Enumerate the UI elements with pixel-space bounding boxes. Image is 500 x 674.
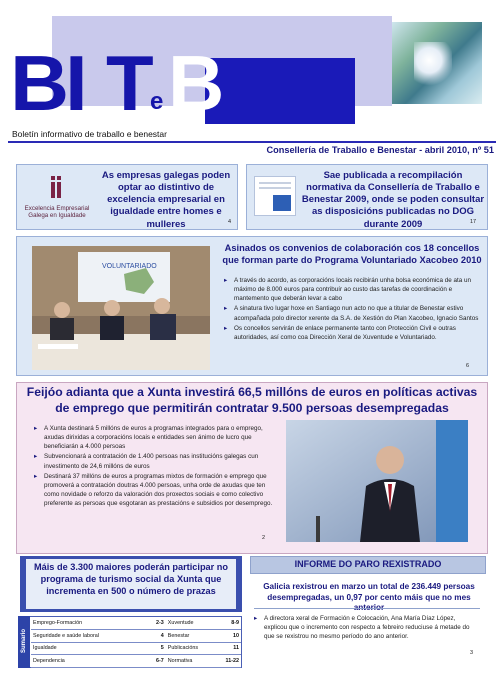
publication-cover-thumbnail <box>254 176 296 216</box>
unemployment-lead[interactable]: Galicia rexistrou en marzo un total de 236.449 persoas desempregadas, un 0,97 por cento máis que no mes <box>263 582 475 602</box>
logo-bi: BI <box>10 39 84 127</box>
volunteering-headline[interactable]: Asinados os convenios de colaboración cos 18 concellos que forman parte do Programa Voluntariado Xacobeo 2010 <box>222 243 482 266</box>
banner-text: VOLUNTARIADO <box>102 263 157 270</box>
toc-page: 8-9 <box>223 617 241 630</box>
toc-page: 2-3 <box>148 617 166 630</box>
logo-t: T <box>106 39 154 127</box>
equality-seal-text: Excelencia Empresarial Galega en Igualdade <box>24 205 90 220</box>
toc-label: Sumario <box>21 629 27 654</box>
table-row[interactable] <box>31 655 241 668</box>
regulations-headline[interactable]: Sae publicada a recompilación normativa da Consellería de Traballo e Benestar 2009, onde se poden consultar as disposicións publicadas no DOG durante 2009 <box>301 170 485 230</box>
equality-headline[interactable]: As empresas galegas poden optar ao distintivo de excelencia empresarial en igualdade entre homes e mulleres <box>101 170 231 230</box>
toc-section[interactable]: Publicacións <box>166 642 223 655</box>
unemployment-report-title[interactable]: INFORME DO PARO REXISTRADO <box>294 559 442 569</box>
employment-bullets <box>34 424 278 509</box>
list-item: ▸ Subvencionará a contratación de 1.400 persoas nas institucións galegas cun investimento de 24,6 millóns de euros <box>34 452 278 470</box>
table-row[interactable] <box>31 630 241 643</box>
toc-section[interactable]: Seguridade e saúde laboral <box>31 630 148 643</box>
toc-page: 6-7 <box>148 655 166 668</box>
list-item: ▸ A Xunta destinará 5 millóns de euros a programas integrados para o emprego, axudas dirixidas a corporacións locais e entidades sen ánimo de lucro que beneficiarán a 4.000 persoas <box>34 424 278 451</box>
page-number: 17 <box>470 219 477 225</box>
toc-section[interactable]: Normativa <box>166 655 223 668</box>
toc-section[interactable]: Xuventude <box>166 617 223 630</box>
table-row[interactable] <box>31 642 241 655</box>
page-number: 3 <box>470 650 474 656</box>
issue-line: Consellería de Traballo e Benestar - abril 2010, nº 51 <box>266 145 494 155</box>
toc-section[interactable]: Dependencia <box>31 655 148 668</box>
signing-ceremony-photo <box>32 246 210 370</box>
page-number: 4 <box>228 219 232 225</box>
list-item: ▸ Os concellos servirán de enlace permanente tanto con Protección Civil e outras autoridades, así como coa Dirección Xeral de Xuventude e Voluntariado. <box>224 324 482 342</box>
toc-section[interactable]: Emprego-Formación <box>31 617 148 630</box>
toc-page: 4 <box>148 630 166 643</box>
list-item: ▸ A través do acordo, as corporacións locais recibirán unha bolsa económica de ata un máximo de 8.000 euros para contribuír ao custo das tarefas de coordinación e mantemento que deberán levar a cabo <box>224 276 482 303</box>
toc-section[interactable]: Igualdade <box>31 642 148 655</box>
equality-seal-icon <box>40 176 70 200</box>
toc-page: 11 <box>223 642 241 655</box>
masthead-rule <box>8 141 496 143</box>
list-item: ▸ A sinatura tivo lugar hoxe en Santiago nun acto no que a titular de Benestar estivo acompañada polo director xerente da S.A. de Xestión do Plan Xacobeo, Ignacio Santos <box>224 304 482 322</box>
logo-e: e <box>150 88 164 115</box>
list-item: ▸ A directora xeral de Formación e Colocación, Ana María Díaz López, explicou que o incremento con respecto a febreiro reduciuse á metade do que se rexistrou no mesmo período do ano anterior. <box>254 614 480 641</box>
page-number: 2 <box>262 535 266 541</box>
divider <box>254 608 480 609</box>
toc-table <box>31 617 241 668</box>
toc-page: 10 <box>223 630 241 643</box>
tourism-headline[interactable]: Máis de 3.300 maiores poderán participar no programa de turismo social da Xunta que incrementa en 500 o número de prazas <box>26 559 236 609</box>
employment-headline[interactable]: Feijóo adianta que a Xunta investirá 66,5 millóns de euros en políticas activas de emprego que permitirán contratar 9.500 persoas desempregadas <box>26 385 478 415</box>
bitb-logo <box>10 39 240 128</box>
toc-page: 5 <box>148 642 166 655</box>
toc-section[interactable]: Benestar <box>166 630 223 643</box>
masthead-photo <box>392 22 482 104</box>
list-item: ▸ Destinará 37 millóns de euros a programas mixtos de formación e emprego que promoverá a contratación doutras 4.000 persoas, unha orde de axudas que ten como novidade o reforzo da valoración dos proxectos sociais e como colectivo preferente as persoas que esgotaran as prestacións e subsidios por desemprego. <box>34 472 278 509</box>
unemployment-bullets <box>254 614 480 642</box>
logo-b: B <box>168 39 225 127</box>
table-row[interactable] <box>31 617 241 630</box>
toc-page: 11-22 <box>223 655 241 668</box>
volunteering-bullets <box>224 276 482 343</box>
page-number: 6 <box>466 363 470 369</box>
speaker-photo <box>286 420 468 542</box>
bulletin-subtitle: Boletín informativo de traballo e benestar <box>12 129 167 139</box>
